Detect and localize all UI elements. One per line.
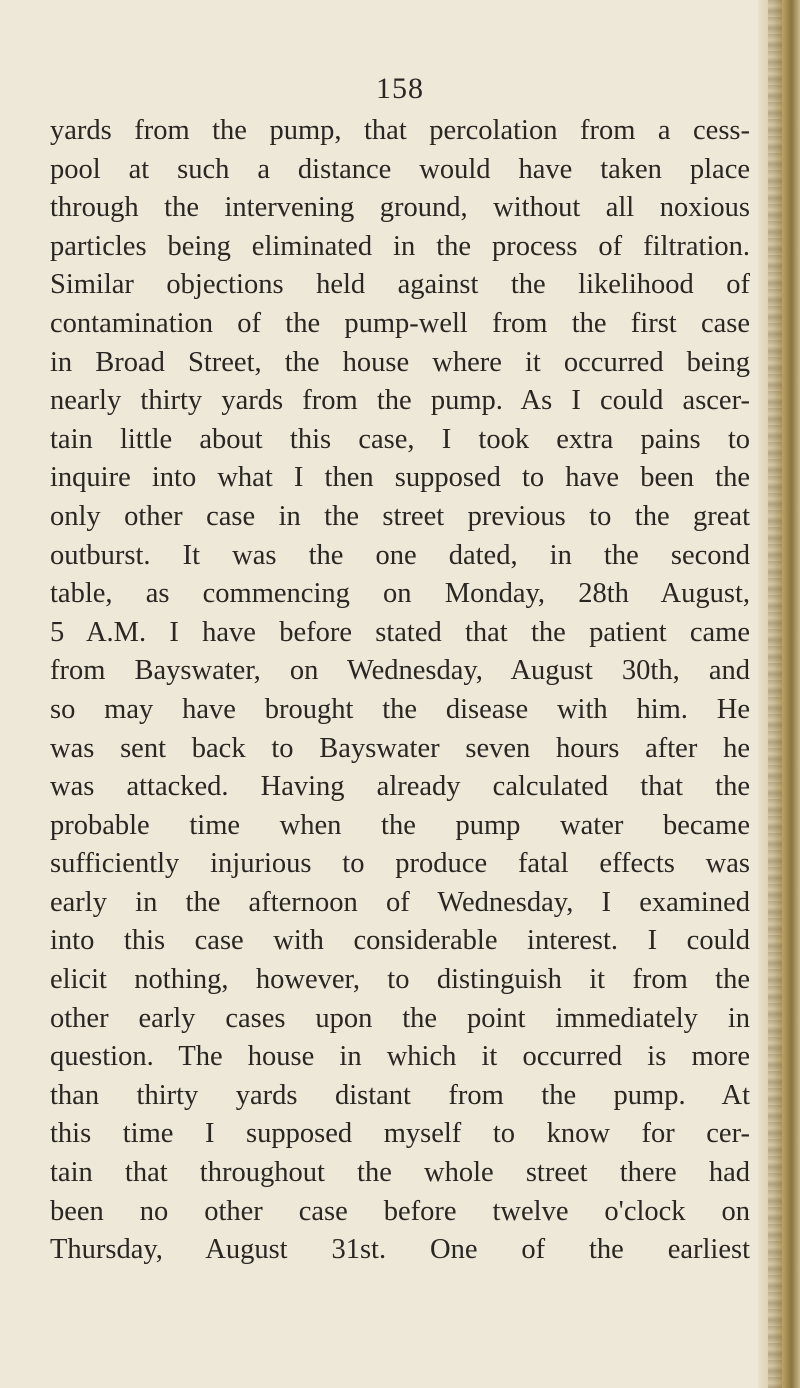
text-line: than thirty yards distant from the pump. At — [50, 1079, 750, 1111]
text-line: table, as commencing on Monday, 28th August, — [50, 578, 750, 610]
text-line: through the intervening ground, without all noxious — [50, 192, 750, 224]
text-line: elicit nothing, however, to distinguish it from the — [50, 964, 750, 996]
text-line: in Broad Street, the house where it occurred being — [50, 346, 750, 378]
text-line: so may have brought the disease with him. He — [50, 693, 750, 725]
text-line: inquire into what I then supposed to have been the — [50, 462, 750, 494]
text-line: Thursday, August 31st. One of the earliest — [50, 1234, 750, 1266]
text-line: yards from the pump, that percolation from a cess- — [50, 115, 750, 146]
text-line: early in the afternoon of Wednesday, I examined — [50, 886, 750, 918]
text-line: from Bayswater, on Wednesday, August 30th, and — [50, 655, 750, 687]
text-line: this time I supposed myself to know for cer- — [50, 1118, 750, 1150]
text-line: was sent back to Bayswater seven hours after he — [50, 732, 750, 764]
text-line: only other case in the street previous to the great — [50, 500, 750, 532]
text-line: tain little about this case, I took extra pains to — [50, 423, 750, 455]
text-line: question. The house in which it occurred is more — [50, 1041, 750, 1073]
text-line: been no other case before twelve o'clock on — [50, 1195, 750, 1227]
text-line: was attacked. Having already calculated that the — [50, 771, 750, 803]
text-line: Similar objections held against the likelihood of — [50, 269, 750, 301]
text-line: contamination of the pump-well from the first case — [50, 307, 750, 339]
text-line: particles being eliminated in the process of filtration. — [50, 230, 750, 262]
text-line: probable time when the pump water became — [50, 809, 750, 841]
text-line: sufficiently injurious to produce fatal effects was — [50, 848, 750, 880]
text-line: pool at such a distance would have taken place — [50, 153, 750, 185]
text-line: other early cases upon the point immediately in — [50, 1002, 750, 1034]
text-line: tain that throughout the whole street there had — [50, 1157, 750, 1189]
body-text — [50, 112, 750, 1270]
text-line: 5 A.M. I have before stated that the patient came — [50, 616, 750, 648]
text-line: nearly thirty yards from the pump. As I could ascer- — [50, 385, 750, 417]
text-line: into this case with considerable interest. I could — [50, 925, 750, 957]
page-edge-binding — [758, 0, 800, 1388]
text-line: outburst. It was the one dated, in the second — [50, 539, 750, 571]
page-number: 158 — [376, 72, 424, 105]
